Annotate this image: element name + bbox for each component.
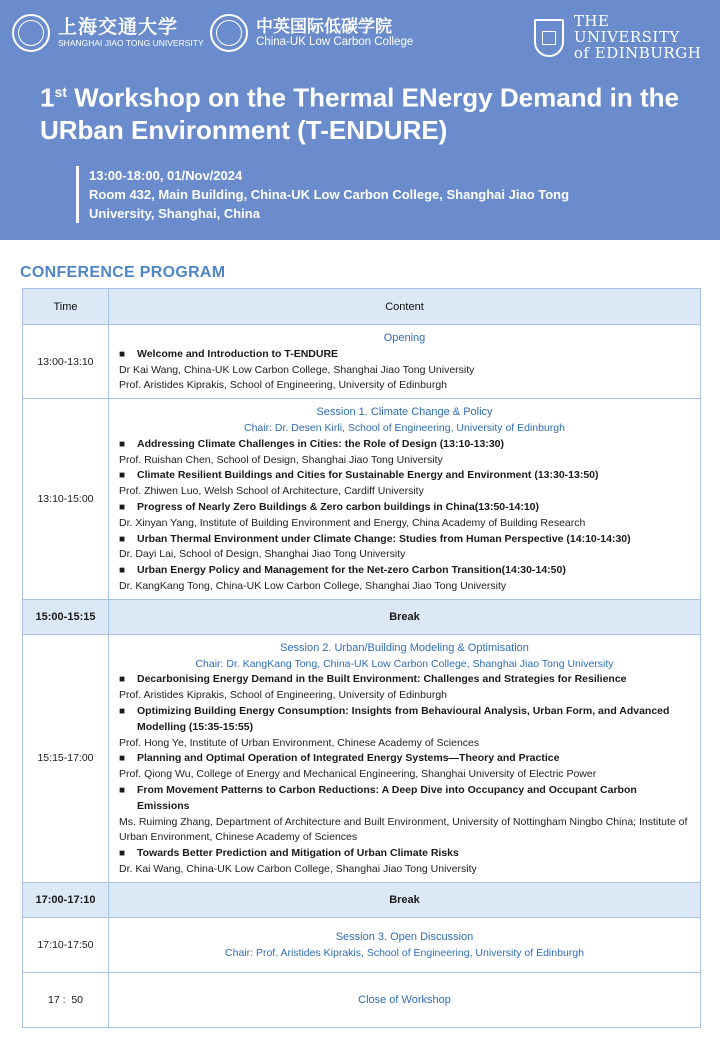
opening-speaker: Prof. Aristides Kiprakis, School of Engineering, University of Edinburgh xyxy=(119,379,447,392)
opening-content xyxy=(109,325,701,399)
talk-speaker: Prof. Qiong Wu, College of Energy and Mechanical Engineering, Shanghai University of Electric Power xyxy=(119,768,597,781)
header-banner xyxy=(0,0,720,240)
talk-speaker: Dr. Dayi Lai, School of Design, Shanghai Jiao Tong University xyxy=(119,548,406,561)
edinburgh-crest-icon xyxy=(534,19,564,57)
session3-chair: Chair: Prof. Aristides Kiprakis, School of Engineering, University of Edinburgh xyxy=(225,946,584,959)
opening-title: Opening xyxy=(383,332,426,344)
closing-label: Close of Workshop xyxy=(109,972,701,1027)
opening-talk: ■ Welcome and Introduction to T-ENDURE xyxy=(119,347,690,363)
table-row xyxy=(23,399,701,600)
talk-title: ■ Optimizing Building Energy Consumption: Insights from Behavioural Analysis, Urban Form, and Advanced Modelling (15:35-15:55) xyxy=(119,704,690,736)
talk-title: ■ Towards Better Prediction and Mitigation of Urban Climate Risks xyxy=(119,846,690,862)
time-column-header: Time xyxy=(23,289,109,325)
table-row xyxy=(23,882,701,917)
session1-content xyxy=(109,399,701,600)
talk-title: ■ Urban Energy Policy and Management for the Net-zero Carbon Transition(14:30-14:50) xyxy=(119,563,690,579)
talk-title: ■ Addressing Climate Challenges in Cities: the Role of Design (13:10-13:30) xyxy=(119,437,690,453)
session2-chair: Chair: Dr. KangKang Tong, China-UK Low Carbon College, Shanghai Jiao Tong University xyxy=(195,657,614,670)
session1-time: 13:10-15:00 xyxy=(23,399,109,600)
session1-title: Session 1. Climate Change & Policy xyxy=(316,406,493,419)
session3-time: 17:10-17:50 xyxy=(23,917,109,972)
college-name-en: China-UK Low Carbon College xyxy=(256,36,414,49)
program-heading: CONFERENCE PROGRAM xyxy=(20,264,226,281)
event-venue: Room 432, Main Building, China-UK Low Carbon College, Shanghai Jiao Tong University, Shanghai, China xyxy=(89,187,570,221)
break1-time: 15:00-15:15 xyxy=(23,599,109,634)
program-table xyxy=(22,288,701,1028)
sjtu-name-cn: 上海交通大学 xyxy=(58,16,179,39)
logo-bar xyxy=(0,8,720,62)
table-row xyxy=(23,972,701,1027)
talk-speaker: Prof. Hong Ye, Institute of Urban Environment, Chinese Academy of Sciences xyxy=(119,736,480,749)
workshop-title: 1st Workshop on the Thermal ENergy Demand in the URban Environment (T-ENDURE) xyxy=(40,82,679,145)
talk-title: ■ Climate Resilient Buildings and Cities for Sustainable Energy and Environment (13:30-13:50) xyxy=(119,468,690,484)
session3-title: Session 3. Open Discussion xyxy=(335,930,474,943)
break2-label: Break xyxy=(109,882,701,917)
college-name-cn: 中英国际低碳学院 xyxy=(256,16,392,36)
table-row xyxy=(23,599,701,634)
sjtu-seal-icon xyxy=(12,14,50,52)
college-logo xyxy=(210,14,413,52)
sjtu-logo xyxy=(12,14,204,52)
table-header-row xyxy=(23,289,701,325)
talk-speaker: Dr. KangKang Tong, China-UK Low Carbon College, Shanghai Jiao Tong University xyxy=(119,579,507,592)
talk-speaker: Dr. Xinyan Yang, Institute of Building Environment and Energy, China Academy of Building Research xyxy=(119,516,586,529)
talk-speaker: Prof. Aristides Kiprakis, School of Engineering, University of Edinburgh xyxy=(119,689,447,702)
event-info xyxy=(76,166,636,223)
break2-time: 17:00-17:10 xyxy=(23,882,109,917)
talk-title: ■ Progress of Nearly Zero Buildings & Zero carbon buildings in China(13:50-14:10) xyxy=(119,500,690,516)
break1-label: Break xyxy=(109,599,701,634)
table-row xyxy=(23,634,701,882)
talk-title: ■ Decarbonising Energy Demand in the Built Environment: Challenges and Strategies for Resilience xyxy=(119,672,690,688)
sjtu-name-en: SHANGHAI JIAO TONG UNIVERSITY xyxy=(58,38,204,49)
session2-title: Session 2. Urban/Building Modeling & Optimisation xyxy=(280,641,529,654)
opening-speaker: Dr Kai Wang, China-UK Low Carbon College, Shanghai Jiao Tong University xyxy=(119,363,475,376)
edinburgh-logo xyxy=(534,14,720,61)
edinburgh-name-line1: THE UNIVERSITY xyxy=(573,12,680,46)
opening-time: 13:00-13:10 xyxy=(23,325,109,399)
table-row xyxy=(23,325,701,399)
edinburgh-name-line2: of EDINBURGH xyxy=(573,43,702,62)
event-datetime: 13:00-18:00, 01/Nov/2024 xyxy=(89,168,243,183)
closing-time: 17 : 50 xyxy=(23,972,109,1027)
college-seal-icon xyxy=(210,14,248,52)
table-row xyxy=(23,917,701,972)
talk-speaker: Dr. Kai Wang, China-UK Low Carbon College, Shanghai Jiao Tong University xyxy=(119,862,477,875)
talk-title: ■ Urban Thermal Environment under Climate Change: Studies from Human Perspective (14:10-14:30) xyxy=(119,532,690,548)
session2-content xyxy=(109,634,701,882)
session3-content xyxy=(109,917,701,972)
talk-speaker: Prof. Zhiwen Luo, Welsh School of Architecture, Cardiff University xyxy=(119,485,424,498)
talk-title: ■ Planning and Optimal Operation of Integrated Energy Systems—Theory and Practice xyxy=(119,751,690,767)
talk-speaker: Ms. Ruiming Zhang, Department of Architecture and Built Environment, University of Nottingham Ningbo China; Institute of Urban Environment, Chinese Academy of Sciences xyxy=(119,815,688,844)
talk-title: ■ From Movement Patterns to Carbon Reductions: A Deep Dive into Occupancy and Occupant Carbon Emissions xyxy=(119,783,690,815)
talk-speaker: Prof. Ruishan Chen, School of Design, Shanghai Jiao Tong University xyxy=(119,453,443,466)
session1-chair: Chair: Dr. Desen Kirli, School of Engineering, University of Edinburgh xyxy=(244,421,565,434)
session2-time: 15:15-17:00 xyxy=(23,634,109,882)
content-column-header: Content xyxy=(109,289,701,325)
